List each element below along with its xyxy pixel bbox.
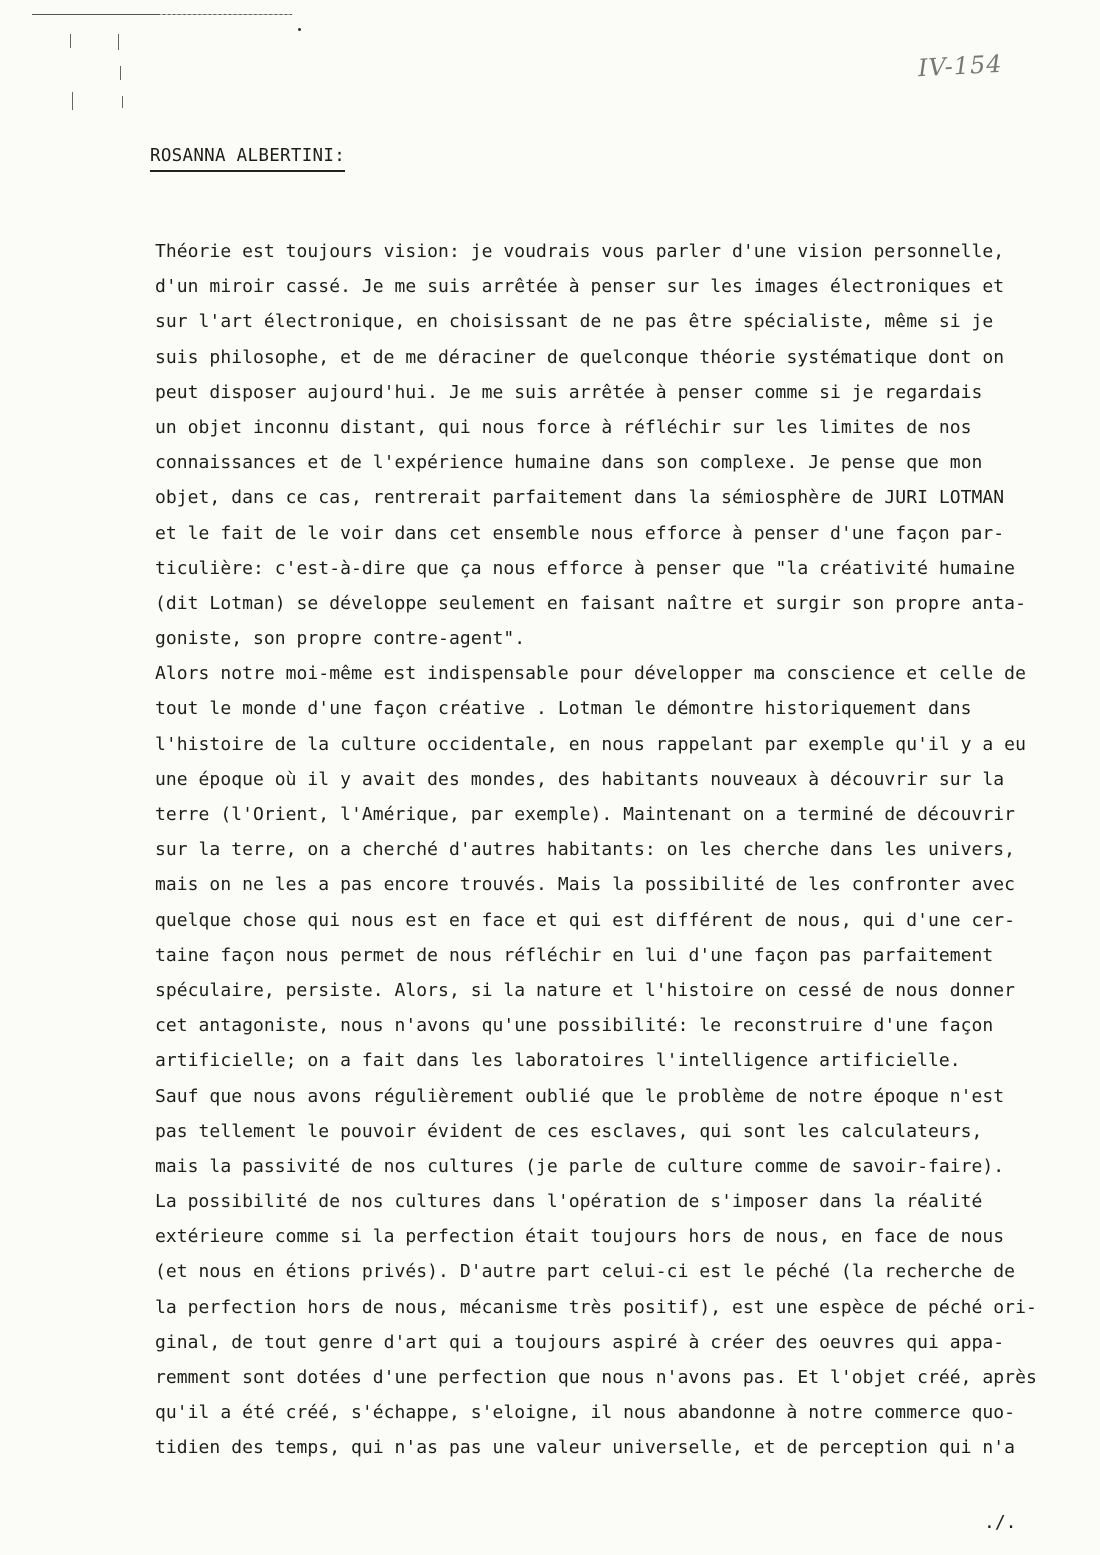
text-line: Sauf que nous avons régulièrement oublié que le problème de notre époque n'est — [155, 1085, 1005, 1107]
text-line: l'histoire de la culture occidentale, en nous rappelant par exemple qu'il y a eu — [155, 733, 1026, 755]
text-line: ginal, de tout genre d'art qui a toujours aspiré à créer des oeuvres qui appa- — [155, 1331, 1005, 1353]
text-line: tidien des temps, qui n'as pas une valeur universelle, et de perception qui n'a — [155, 1437, 1016, 1459]
text-line: (et nous en étions privés). D'autre part celui-ci est le péché (la recherche de — [155, 1261, 1016, 1283]
text-line: tout le monde d'une façon créative . Lotman le démontre historiquement dans — [155, 698, 972, 720]
text-line: connaissances et de l'expérience humaine dans son complexe. Je pense que mon — [155, 452, 983, 474]
text-line: Alors notre moi-même est indispensable pour développer ma conscience et celle de — [155, 663, 1026, 685]
scan-artifact-tick — [122, 96, 123, 108]
scan-artifact-tick — [118, 34, 119, 50]
archive-page-reference: IV-154 — [917, 49, 1004, 83]
text-line: cet antagoniste, nous n'avons qu'une possibilité: le reconstruire d'une façon — [155, 1015, 994, 1037]
continuation-mark: ./. — [984, 1512, 1017, 1533]
text-line: mais la passivité de nos cultures (je parle de culture comme de savoir-faire). — [155, 1155, 1005, 1177]
text-line: La possibilité de nos cultures dans l'opération de s'imposer dans la réalité — [155, 1191, 983, 1213]
text-line: la perfection hors de nous, mécanisme très positif), est une espèce de péché ori- — [155, 1296, 1037, 1318]
text-line: sur la terre, on a cherché d'autres habitants: on les cherche dans les univers, — [155, 839, 1016, 861]
text-line: goniste, son propre contre-agent". — [155, 628, 526, 650]
text-line: extérieure comme si la perfection était toujours hors de nous, en face de nous — [155, 1226, 1005, 1248]
text-line: peut disposer aujourd'hui. Je me suis arrêtée à penser comme si je regardais — [155, 381, 983, 403]
text-line: ticulière: c'est-à-dire que ça nous efforce à penser que "la créativité humaine — [155, 557, 1016, 579]
text-line: taine façon nous permet de nous réfléchir en lui d'une façon pas parfaitement — [155, 944, 994, 966]
text-line: remment sont dotées d'une perfection que nous n'avons pas. Et l'objet créé, après — [155, 1367, 1037, 1388]
scan-artifact-tick — [72, 92, 73, 110]
text-line: pas tellement le pouvoir évident de ces esclaves, qui sont les calculateurs, — [155, 1120, 983, 1142]
text-line: mais on ne les a pas encore trouvés. Mais la possibilité de les confronter avec — [155, 874, 1016, 896]
scan-artifact-tick — [70, 34, 71, 48]
text-line: Théorie est toujours vision: je voudrais vous parler d'une vision personnelle, — [155, 241, 1005, 262]
text-line: quelque chose qui nous est en face et qui est différent de nous, qui d'une cer- — [155, 909, 1016, 931]
text-line: spéculaire, persiste. Alors, si la nature et l'histoire on cessé de nous donner — [155, 979, 1016, 1001]
scan-artifact-rule-faint — [160, 14, 290, 15]
scan-artifact-tick — [120, 66, 121, 80]
text-line: objet, dans ce cas, rentrerait parfaitement dans la sémiosphère de JURI LOTMAN — [155, 487, 1005, 509]
text-line: suis philosophe, et de me déraciner de quelconque théorie systématique dont on — [155, 346, 1005, 368]
text-line: (dit Lotman) se développe seulement en faisant naître et surgir son propre anta- — [155, 592, 1026, 614]
text-line: sur l'art électronique, en choisissant de ne pas être spécialiste, même si je — [155, 311, 994, 333]
scan-artifact-dot — [298, 28, 301, 31]
text-line: terre (l'Orient, l'Amérique, par exemple). Maintenant on a terminé de découvrir — [155, 804, 1016, 825]
text-line: et le fait de le voir dans cet ensemble nous efforce à penser d'une façon par- — [155, 522, 1005, 544]
text-line: artificielle; on a fait dans les laboratoires l'intelligence artificielle. — [155, 1050, 961, 1072]
text-line: un objet inconnu distant, qui nous force à réfléchir sur les limites de nos — [155, 416, 972, 438]
transcript-body — [155, 234, 1055, 1466]
text-line: d'un miroir cassé. Je me suis arrêtée à penser sur les images électroniques et — [155, 276, 1005, 298]
text-line: qu'il a été créé, s'échappe, s'eloigne, il nous abandonne à notre commerce quo- — [155, 1402, 1016, 1424]
text-line: une époque où il y avait des mondes, des habitants nouveaux à découvrir sur la — [155, 768, 1005, 790]
speaker-heading: ROSANNA ALBERTINI: — [150, 146, 345, 172]
